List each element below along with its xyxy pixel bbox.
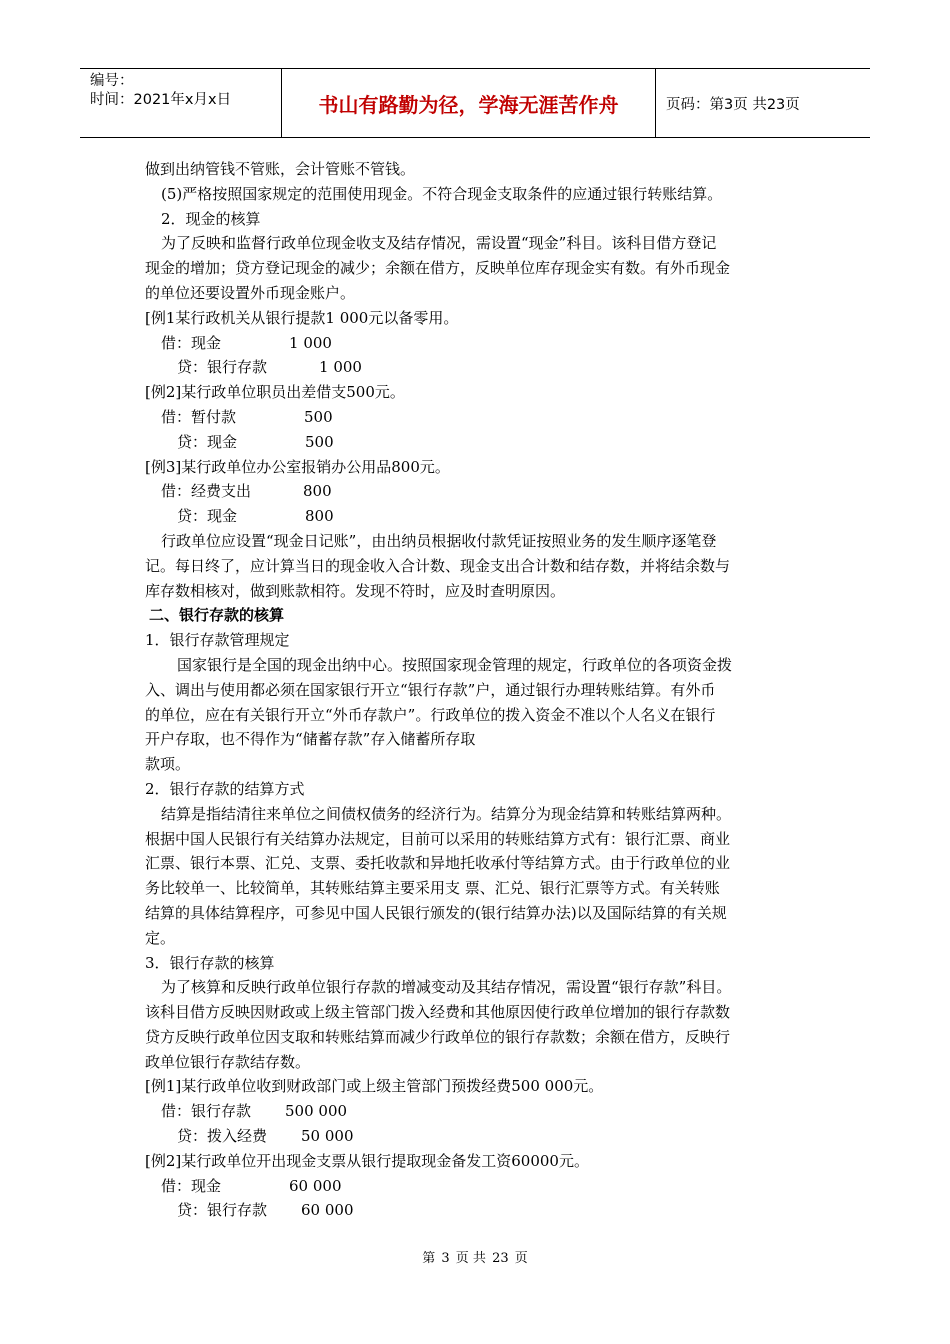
entry-account: 贷：现金 <box>177 432 238 451</box>
journal-entry <box>145 1124 810 1149</box>
entry-amount: 800 <box>303 482 332 501</box>
footer-last: 页 <box>514 1251 528 1266</box>
footer-page-number: 3 <box>441 1251 450 1266</box>
text-line: 为了核算和反映行政单位银行存款的增减变动及其结存情况，需设置“银行存款”科目。 <box>161 978 732 997</box>
text-line: 为了反映和监督行政单位现金收支及结存情况，需设置“现金”科目。该科目借方登记 <box>161 234 717 253</box>
page-header <box>80 68 870 138</box>
footer-first: 第 <box>422 1251 436 1266</box>
text-line: (5)严格按照国家规定的范围使用现金。不符合现金支取条件的应通过银行转账结算。 <box>161 184 723 203</box>
entry-amount: 1 000 <box>319 358 362 377</box>
text-line: 根据中国人民银行有关结算办法规定，目前可以采用的转账结算方式有：银行汇票、商业 <box>145 829 731 848</box>
entry-amount: 500 <box>304 407 333 426</box>
text-line: 入、调出与使用都必须在国家银行开立“银行存款”户，通过银行办理转账结算。有外币 <box>145 680 716 699</box>
text-line: 的单位还要设置外币现金账户。 <box>145 283 356 302</box>
header-motto: 书山有路勤为径，学海无涯苦作舟 <box>282 69 656 137</box>
entry-amount: 800 <box>305 507 334 526</box>
footer-total-pages: 23 <box>492 1251 509 1266</box>
text-line: 现金的增加；贷方登记现金的减少；余额在借方，反映单位库存现金实有数。有外币现金 <box>145 259 731 278</box>
entry-account: 贷：银行存款 <box>177 358 268 377</box>
text-line: 汇票、银行本票、汇兑、支票、委托收款和异地托收承付等结算方式。由于行政单位的业 <box>145 854 731 873</box>
text-line: 1．银行存款管理规定 <box>145 631 290 650</box>
text-line: [例1]某行政单位收到财政部门或上级主管部门预拨经费500 000元。 <box>145 1077 604 1096</box>
entry-account: 借：暂付款 <box>161 407 237 426</box>
text-line: 结算是指结清往来单位之间债权债务的经济行为。结算分为现金结算和转账结算两种。 <box>161 804 732 823</box>
entry-account: 贷：银行存款 <box>177 1201 268 1220</box>
text-line: [例2]某行政单位职员出差借支500元。 <box>145 383 405 402</box>
text-line: 3．银行存款的核算 <box>145 953 275 972</box>
entry-amount: 60 000 <box>301 1201 354 1220</box>
text-line: 2．现金的核算 <box>161 209 261 228</box>
journal-entry <box>145 1174 810 1199</box>
page-footer <box>0 1247 950 1266</box>
text-line: [例3]某行政单位办公室报销办公用品800元。 <box>145 457 450 476</box>
text-line: 该科目借方反映因财政或上级主管部门拨入经费和其他原因使行政单位增加的银行存款数 <box>145 1003 731 1022</box>
text-line: 政单位银行存款结存数。 <box>145 1052 311 1071</box>
journal-entry <box>145 504 810 529</box>
journal-entry <box>145 1099 810 1124</box>
section-heading: 二、银行存款的核算 <box>149 606 285 625</box>
document-body <box>145 157 810 1223</box>
text-line: 的单位，应在有关银行开立“外币存款户”。行政单位的拨入资金不准以个人名义在银行 <box>145 705 716 724</box>
text-line: 国家银行是全国的现金出纳中心。按照国家现金管理的规定，行政单位的各项资金拨 <box>177 655 733 674</box>
entry-account: 贷：拨入经费 <box>177 1127 268 1146</box>
entry-account: 借：经费支出 <box>161 482 252 501</box>
entry-account: 贷：现金 <box>177 507 238 526</box>
text-line: 务比较单一、比较简单，其转账结算主要采用支 票、汇兑、银行汇票等方式。有关转账 <box>145 879 720 898</box>
entry-amount: 1 000 <box>289 333 332 352</box>
journal-entry <box>145 430 810 455</box>
document-number-label: 编号： <box>90 73 134 89</box>
text-line: [例2]某行政单位开出现金支票从银行提取现金备发工资60000元。 <box>145 1151 589 1170</box>
journal-entry <box>145 1198 810 1223</box>
text-line: 库存数相核对，做到账款相符。发现不符时，应及时查明原因。 <box>145 581 566 600</box>
journal-entry <box>145 479 810 504</box>
entry-account: 借：银行存款 <box>161 1102 252 1121</box>
text-line: 做到出纳管钱不管账，会计管账不管钱。 <box>145 160 416 178</box>
text-line: 款项。 <box>145 755 191 774</box>
text-line: 定。 <box>145 928 176 947</box>
header-meta <box>80 69 282 137</box>
text-line: 贷方反映行政单位因支取和转账结算而减少行政单位的银行存款数；余额在借方，反映行 <box>145 1027 731 1046</box>
text-line: 记。每日终了，应计算当日的现金收入合计数、现金支出合计数和结存数，并将结余数与 <box>145 556 731 575</box>
footer-mid: 页 共 <box>455 1251 486 1266</box>
entry-amount: 50 000 <box>301 1127 354 1146</box>
entry-amount: 500 <box>305 432 334 451</box>
entry-account: 借：现金 <box>161 1176 222 1195</box>
entry-amount: 500 000 <box>285 1102 348 1121</box>
entry-amount: 60 000 <box>289 1176 342 1195</box>
journal-entry <box>145 331 810 356</box>
header-page-info: 页码：第3页 共23页 <box>666 96 800 113</box>
text-line: [例1某行政机关从银行提款1 000元以备零用。 <box>145 308 459 327</box>
journal-entry <box>145 355 810 380</box>
text-line: 开户存取，也不得作为“储蓄存款”存入储蓄所存取 <box>145 730 476 749</box>
entry-account: 借：现金 <box>161 333 222 352</box>
journal-entry <box>145 405 810 430</box>
text-line: 结算的具体结算程序，可参见中国人民银行颁发的(银行结算办法)以及国际结算的有关规 <box>145 903 727 922</box>
document-date: 时间：2021年x月x日 <box>90 92 232 108</box>
text-line: 2．银行存款的结算方式 <box>145 779 305 798</box>
text-line: 行政单位应设置“现金日记账”，由出纳员根据收付款凭证按照业务的发生顺序逐笔登 <box>161 531 717 550</box>
